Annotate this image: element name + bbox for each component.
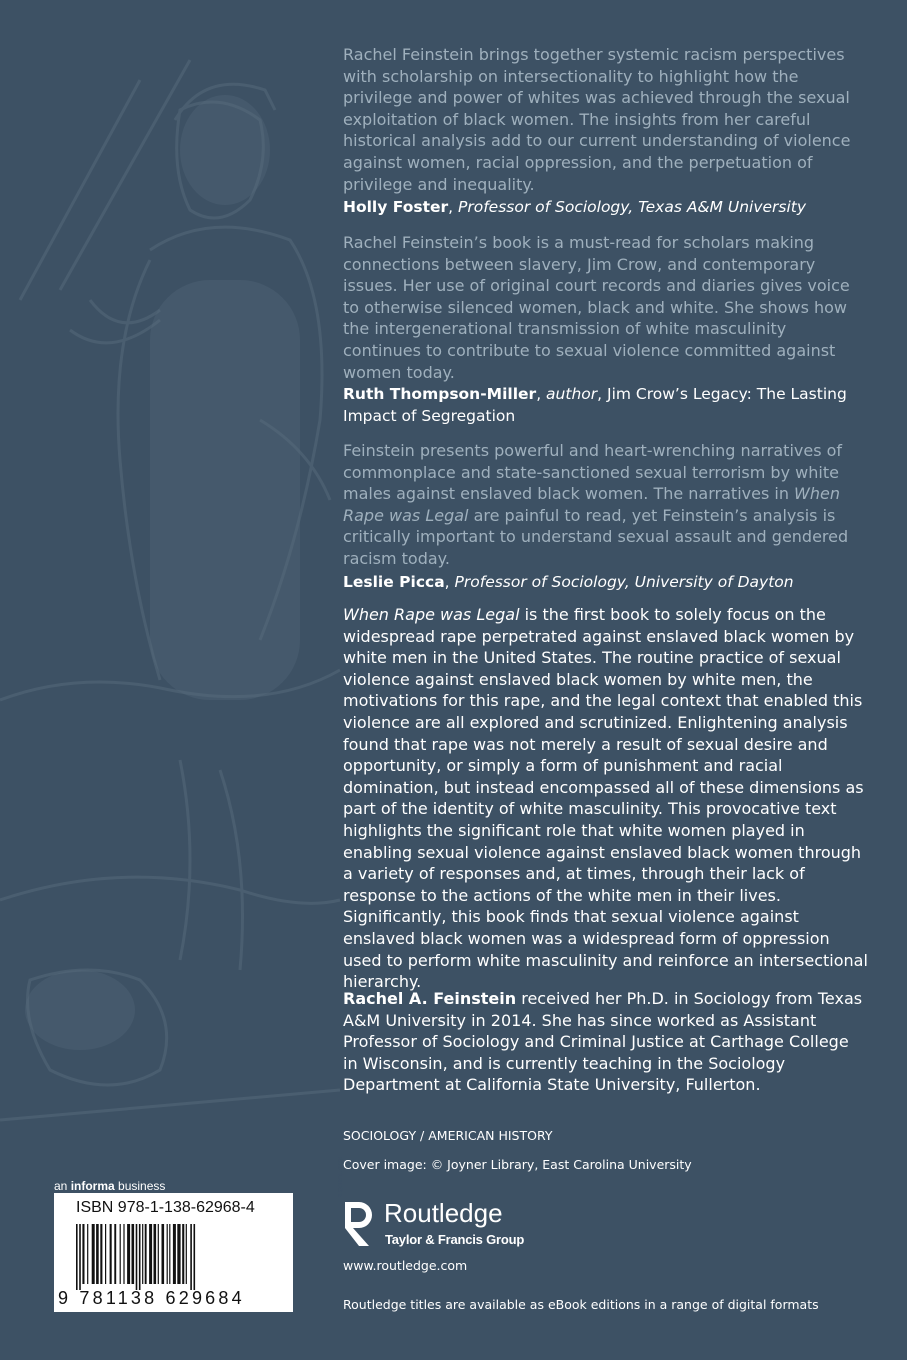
barcode-bar xyxy=(76,1224,78,1290)
endorsement-2-attribution xyxy=(343,384,863,427)
barcode-bar xyxy=(186,1224,187,1284)
barcode-bar xyxy=(162,1224,165,1284)
barcode-bar xyxy=(149,1224,152,1284)
endorser-role: Professor of Sociology, University of Dayton xyxy=(454,573,794,591)
author-name: Rachel A. Feinstein xyxy=(343,989,517,1008)
endorsement-1-attribution xyxy=(343,197,863,219)
ebook-note: Routledge titles are available as eBook editions in a range of digital formats xyxy=(343,1297,819,1312)
publisher-name: Routledge xyxy=(384,1198,503,1228)
endorser-role: Professor of Sociology, Texas A&M University xyxy=(458,198,807,216)
barcode-bar xyxy=(79,1224,81,1290)
barcode-bar xyxy=(123,1224,124,1284)
informa-prefix: an xyxy=(54,1179,71,1193)
endorser-name: Leslie Picca xyxy=(343,573,445,591)
barcode-bar xyxy=(145,1224,147,1284)
endorser-name: Ruth Thompson-Miller xyxy=(343,385,537,403)
endorsement-3-attribution xyxy=(343,572,863,594)
routledge-logo-icon xyxy=(336,1156,379,1248)
separator: , xyxy=(448,198,459,216)
barcode-bar xyxy=(154,1224,157,1284)
book-title: When Rape was Legal xyxy=(343,605,520,624)
endorsement-2-text: Rachel Feinstein’s book is a must-read for scholars making connections between slavery, Jim Crow, and contemporary issues. Her use of original court records and diaries gives voice to otherwise silenced women, black and white. She shows how the intergenerational transmission of white masculinity continues to contribute to sexual violence committed against women today. xyxy=(343,233,850,382)
barcode-bar xyxy=(87,1224,88,1284)
barcode-bar xyxy=(167,1224,168,1284)
quote-text: are painful to read, yet Feinstein’s analysis is critically important to understand sexual assault and gendered racism today. xyxy=(343,505,849,568)
barcode-bar xyxy=(120,1224,121,1284)
barcode-bar xyxy=(132,1224,135,1284)
book-title: When Rape was Legal xyxy=(343,484,840,525)
informa-brand: informa xyxy=(70,1179,115,1193)
barcode-bar xyxy=(142,1224,143,1284)
isbn-number: ISBN 978-1-138-62968-4 xyxy=(76,1199,255,1216)
endorser-name: Holly Foster xyxy=(343,198,449,216)
barcode-bar xyxy=(127,1224,130,1284)
cover-credit: Cover image: © Joyner Library, East Carolina University xyxy=(343,1157,692,1172)
book-description xyxy=(343,604,868,993)
endorser-book: , Jim Crow’s Legacy: The Lasting Impact of Segregation xyxy=(343,385,847,425)
endorser-role: author xyxy=(546,385,598,403)
barcode-bar xyxy=(92,1224,95,1284)
subject-category: SOCIOLOGY / AMERICAN HISTORY xyxy=(343,1128,553,1143)
barcode-bar xyxy=(139,1224,141,1290)
barcode-bar xyxy=(100,1224,102,1284)
logo-wordmark: ROUTLEDGE xyxy=(336,1156,343,1197)
separator: , xyxy=(444,573,455,591)
publisher-group: Taylor & Francis Group xyxy=(385,1232,525,1247)
quote-text: Feinstein presents powerful and heart-wrenching narratives of commonplace and state-sanctioned sexual terrorism by white males against enslaved black women. The narratives in xyxy=(343,441,843,504)
description-text: is the first book to solely focus on the widespread rape perpetrated against enslaved black women by white men in the United States. The routine practice of sexual violence against enslaved black women by white men, the motivations for this rape, and the legal context that enabled this violence are all explored and scrutinized. Enlightening analysis found that rape was not merely a result of sexual desire and opportunity, or simply a form of punishment and racial domination, but instead encompassed all of these dimensions as part of the identity of white masculinity. This provocative text highlights the significant role that white women played in enabling sexual violence against enslaved black women through a variety of responses and, at times, through their lack of response to the actions of the white men in their lives. Significantly, this book finds that sexual violence against enslaved black women was a widespread form of oppression used to perform white masculinity and reinforce an intersectional hierarchy. xyxy=(343,605,868,992)
author-bio xyxy=(343,988,868,1096)
barcode-bar xyxy=(169,1224,170,1284)
publisher-url[interactable]: www.routledge.com xyxy=(343,1258,468,1273)
barcode-bar xyxy=(173,1224,176,1284)
barcode-bar xyxy=(136,1224,138,1290)
endorsement-1-text: Rachel Feinstein brings together systemic racism perspectives with scholarship on intersectionality to highlight how the privilege and power of whites was achieved through the sexual exploitation of black women. The insights from her careful historical analysis add to our current understanding of violence against women, racial oppression, and the perpetuation of privilege and inequality. xyxy=(343,45,851,194)
endorsement-3-text xyxy=(343,440,863,570)
barcode-bar xyxy=(177,1224,180,1284)
barcode-bar xyxy=(105,1224,106,1284)
informa-business-line xyxy=(54,1179,165,1193)
barcode-bar xyxy=(158,1224,159,1284)
barcode-digits: 9 781138 629684 xyxy=(58,1288,245,1308)
barcode-panel xyxy=(54,1193,293,1312)
author-bio-text: received her Ph.D. in Sociology from Texas A&M University in 2014. She has since worked as Assistant Professor of Sociology and Criminal Justice at Carthage College in Wisconsin, and is currently teaching in the Sociology Department at California State University, Fullerton. xyxy=(343,989,863,1095)
barcode-bar xyxy=(182,1224,184,1284)
barcode-bar xyxy=(190,1224,192,1290)
separator: , xyxy=(536,385,547,403)
informa-suffix: business xyxy=(114,1179,166,1193)
barcode-bar xyxy=(194,1224,196,1290)
barcode-bar xyxy=(110,1224,112,1284)
barcode-bar xyxy=(114,1224,116,1284)
barcode-bar xyxy=(82,1224,84,1284)
barcode-bar xyxy=(96,1224,99,1284)
